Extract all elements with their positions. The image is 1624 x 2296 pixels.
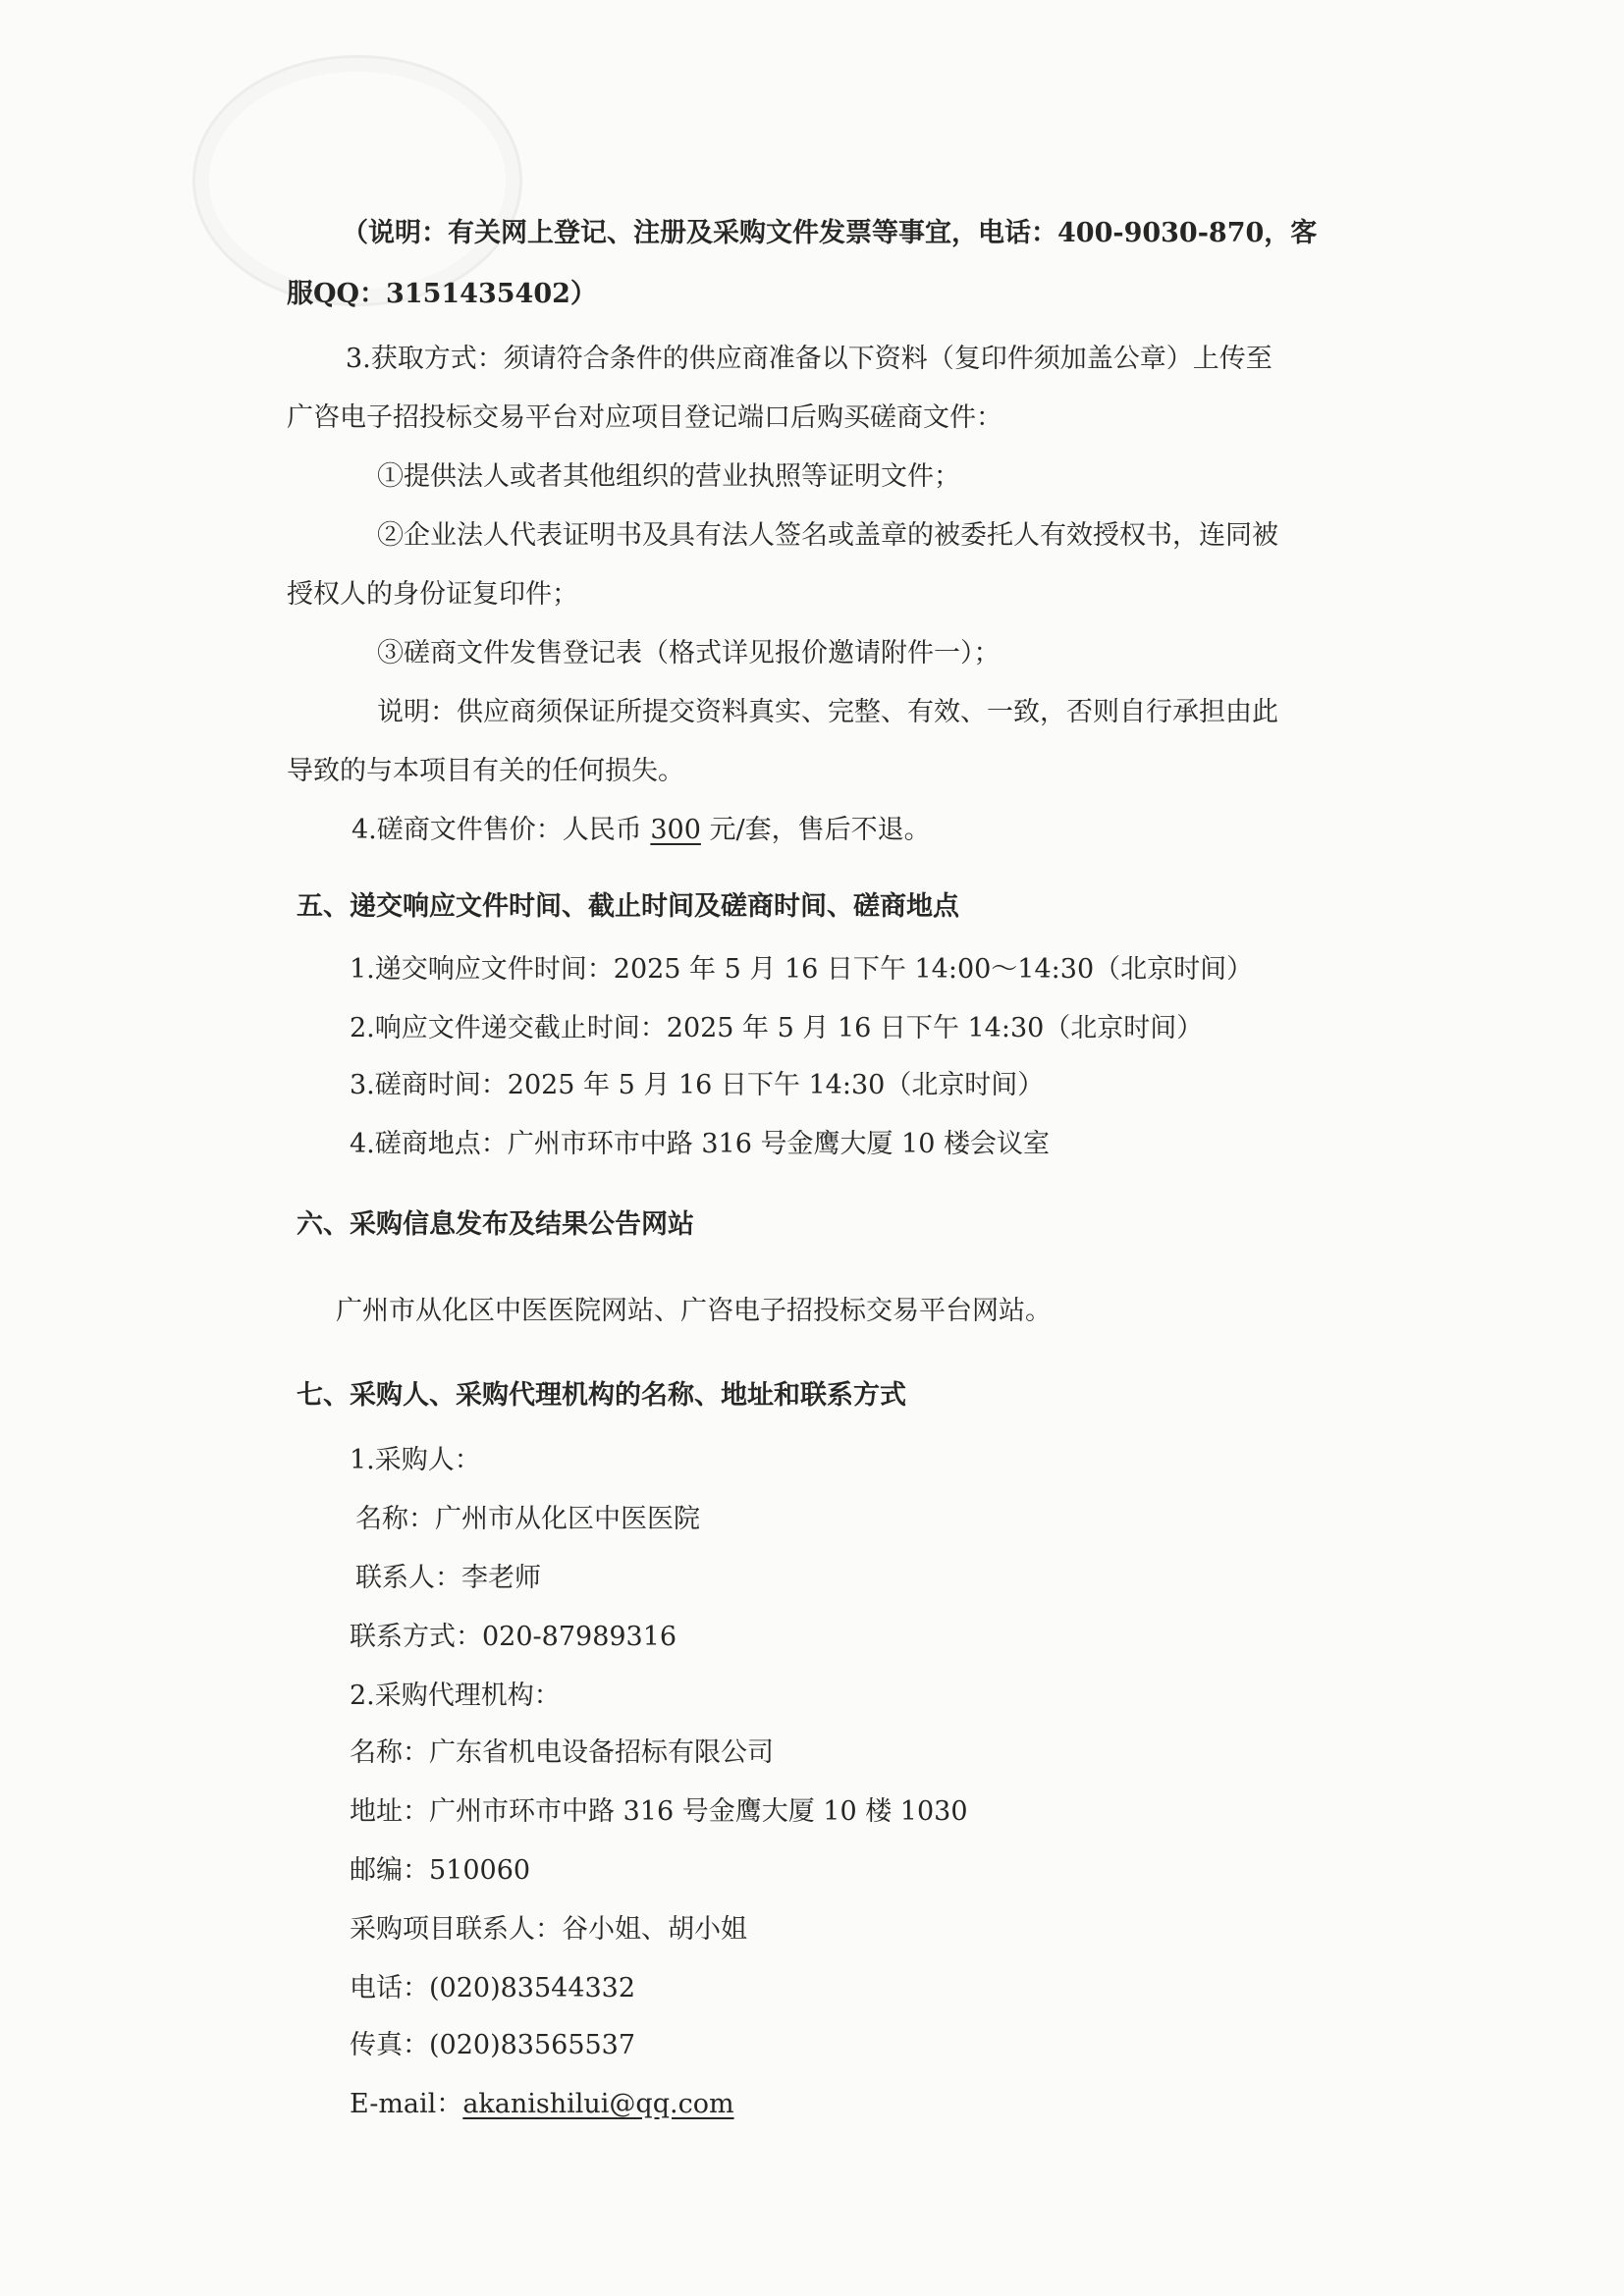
section-5-item-3: 3.磋商时间：2025 年 5 月 16 日下午 14:30（北京时间） <box>350 1070 1045 1100</box>
section-5-item-2: 2.响应文件递交截止时间：2025 年 5 月 16 日下午 14:30（北京时间） <box>350 1013 1204 1043</box>
acquire-remark-line-1: 说明：供应商须保证所提交资料真实、完整、有效、一致，否则自行承担由此 <box>377 697 1278 727</box>
agency-name: 名称：广东省机电设备招标有限公司 <box>350 1737 774 1768</box>
acquire-item-2-line-2: 授权人的身份证复印件； <box>287 579 578 610</box>
price-prefix: 4.磋商文件售价：人民币 <box>352 815 651 845</box>
note-line-1: （说明：有关网上登记、注册及采购文件发票等事宜，电话：400-9030-870，客 <box>342 218 1318 248</box>
section-5-item-1: 1.递交响应文件时间：2025 年 5 月 16 日下午 14:00～14:30（北京时间） <box>350 954 1254 985</box>
note-line-2: 服QQ：3151435402） <box>287 279 597 309</box>
acquire-item-3: ③磋商文件发售登记表（格式详见报价邀请附件一）； <box>377 638 1001 668</box>
purchaser-contact: 联系人：李老师 <box>355 1563 541 1593</box>
agency-fax: 传真：(020)83565537 <box>350 2030 636 2060</box>
section-6-text: 广州市从化区中医医院网站、广咨电子招投标交易平台网站。 <box>336 1296 1052 1326</box>
section-5-heading: 五、递交响应文件时间、截止时间及磋商时间、磋商地点 <box>297 891 959 922</box>
acquire-remark-line-2: 导致的与本项目有关的任何损失。 <box>287 756 684 786</box>
acquire-item-2-line-1: ②企业法人代表证明书及具有法人签名或盖章的被委托人有效授权书，连同被 <box>377 520 1278 551</box>
acquire-line-1: 3.获取方式：须请符合条件的供应商准备以下资料（复印件须加盖公章）上传至 <box>346 344 1272 374</box>
purchaser-name: 名称：广州市从化区中医医院 <box>355 1504 700 1534</box>
document-price-line <box>352 813 931 848</box>
acquire-item-1: ①提供法人或者其他组织的营业执照等证明文件； <box>377 461 960 492</box>
section-7-heading: 七、采购人、采购代理机构的名称、地址和联系方式 <box>297 1380 906 1411</box>
price-value: 300 <box>650 815 701 845</box>
agency-address: 地址：广州市环市中路 316 号金鹰大厦 10 楼 1030 <box>350 1796 968 1827</box>
section-6-heading: 六、采购信息发布及结果公告网站 <box>297 1209 694 1240</box>
email-link[interactable]: akanishilui@qq.com <box>462 2089 734 2119</box>
purchaser-phone: 联系方式：020-87989316 <box>350 1622 677 1652</box>
agency-phone: 电话：(020)83544332 <box>350 1973 636 2003</box>
section-5-item-4: 4.磋商地点：广州市环市中路 316 号金鹰大厦 10 楼会议室 <box>350 1129 1050 1159</box>
faint-stamp-mark <box>192 55 522 306</box>
agency-postcode: 邮编：510060 <box>350 1855 531 1886</box>
email-label: E-mail： <box>350 2089 463 2119</box>
purchaser-title: 1.采购人： <box>350 1445 481 1475</box>
agency-title: 2.采购代理机构： <box>350 1681 561 1711</box>
agency-email-line <box>350 2087 734 2122</box>
acquire-line-2: 广咨电子招投标交易平台对应项目登记端口后购买磋商文件： <box>287 402 1002 433</box>
price-suffix: 元/套，售后不退。 <box>700 815 931 845</box>
agency-contact: 采购项目联系人：谷小姐、胡小姐 <box>350 1914 747 1945</box>
